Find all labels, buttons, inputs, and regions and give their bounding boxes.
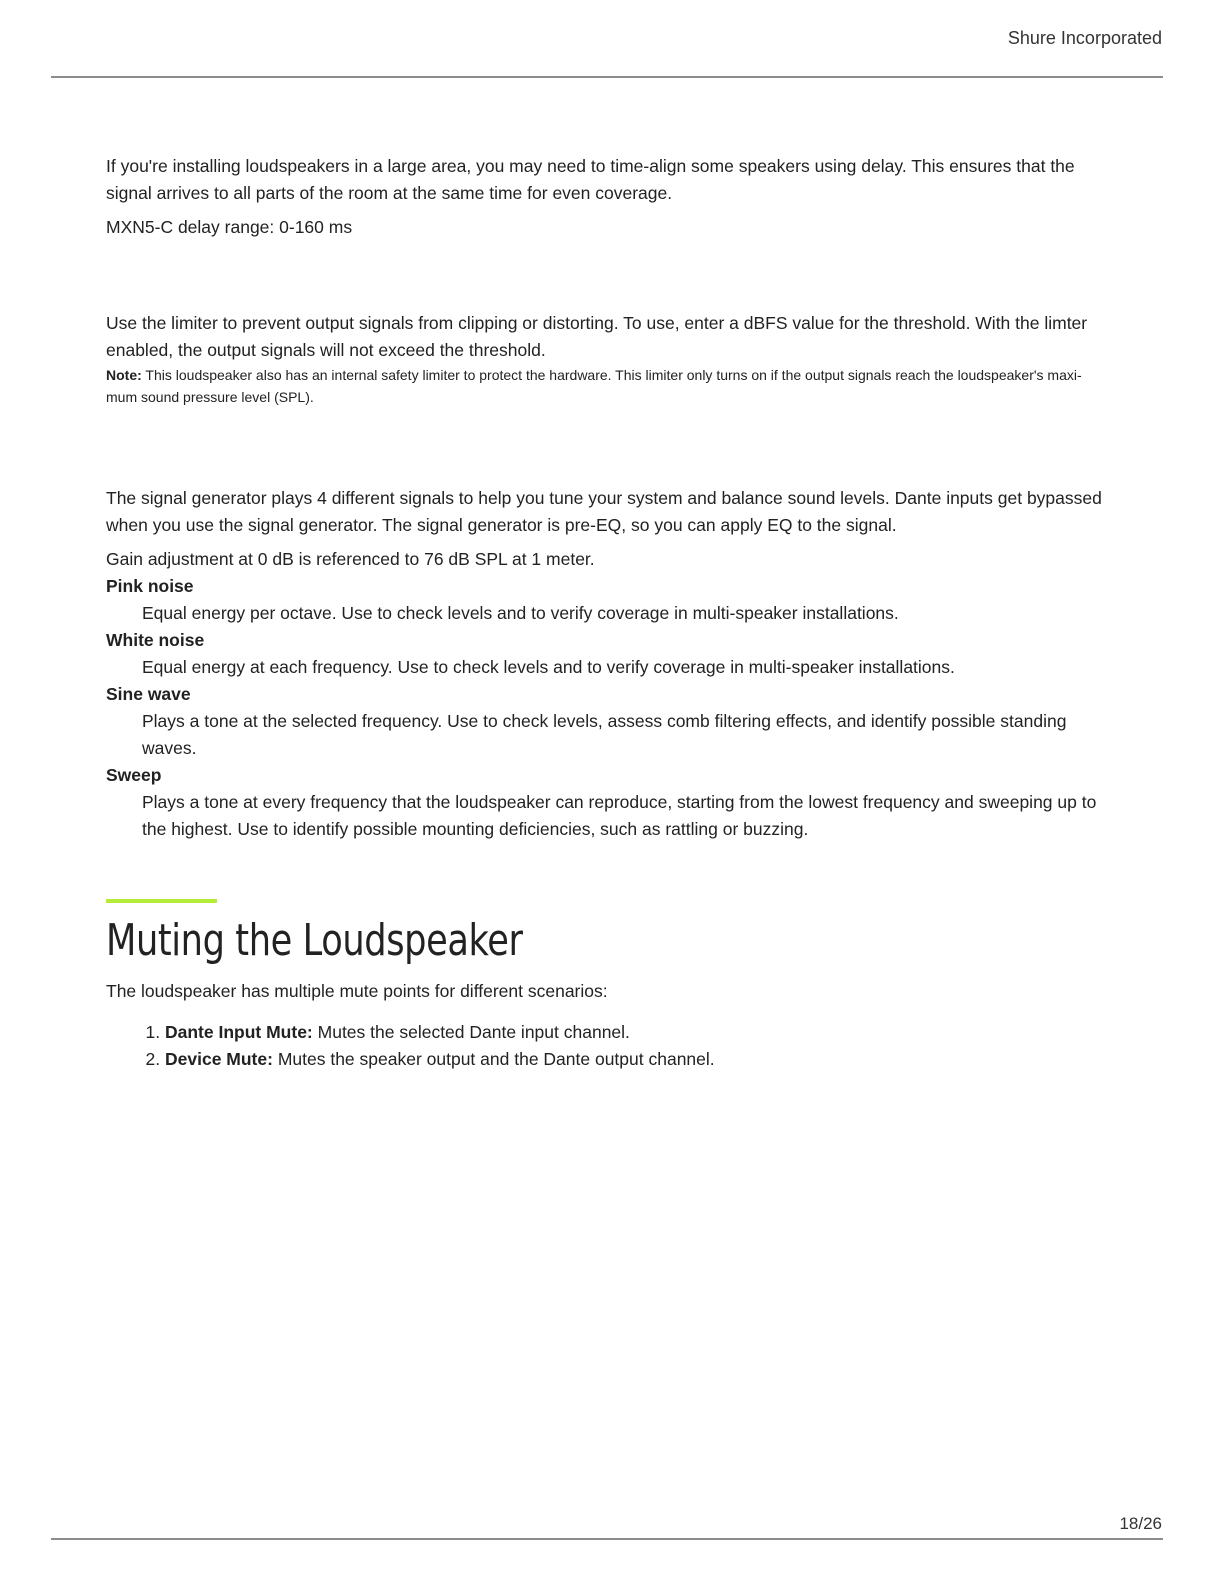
signal-definition: Plays a tone at every frequency that the loudspeaker can reproduce, starting from the lowest frequency and sweeping up to the highest. Use to identify possible mounting deficiencies, such as rattling or buzzing. [142, 792, 1097, 839]
header-company-name: Shure Incorporated [1007, 28, 1162, 48]
signal-term: White noise [106, 630, 205, 650]
page-number: 18/26 [1119, 1514, 1162, 1533]
list-item [165, 1046, 1106, 1073]
section-accent-bar [106, 899, 217, 903]
section-title: Muting the Loudspeaker [106, 915, 523, 966]
signal-definition: Equal energy at each frequency. Use to check levels and to verify coverage in multi-speaker installations. [142, 657, 955, 677]
mute-point-label: Device Mute: [165, 1049, 273, 1069]
muting-intro: The loudspeaker has multiple mute points for different scenarios: [106, 981, 608, 1001]
mute-points-list [106, 1019, 1106, 1073]
note-label: Note: [106, 367, 142, 383]
signal-term: Sweep [106, 765, 162, 785]
mute-point-label: Dante Input Mute: [165, 1022, 313, 1042]
gain-note: Gain adjustment at 0 dB is referenced to 76 dB SPL at 1 meter. [106, 549, 595, 569]
signal-definition: Plays a tone at the selected frequency. Use to check levels, assess comb filtering effects, and identify possible standing waves. [142, 711, 1067, 758]
note-text: This loudspeaker also has an internal safety limiter to protect the hardware. This limiter only turns on if the output signals reach the loudspeaker's maximum sound pressure level (SPL). [106, 367, 1082, 405]
signal-term: Sine wave [106, 684, 191, 704]
mute-point-text: Mutes the selected Dante input channel. [312, 1022, 630, 1042]
list-item [165, 1019, 1106, 1046]
page-content [106, 153, 1106, 1073]
delay-paragraph: If you're installing loudspeakers in a large area, you may need to time-align some speakers using delay. This ensures that the signal arrives to all parts of the room at the same time for even coverage. [106, 156, 1075, 203]
signal-list [106, 573, 1106, 843]
limiter-paragraph: Use the limiter to prevent output signals from clipping or distorting. To use, enter a dBFS value for the threshold. With the limter enabled, the output signals will not exceed the threshold. [106, 313, 1088, 360]
signal-term: Pink noise [106, 576, 194, 596]
header-divider [51, 76, 1163, 78]
delay-range: MXN5-C delay range: 0-160 ms [106, 217, 353, 237]
signal-generator-paragraph: The signal generator plays 4 different signals to help you tune your system and balance sound levels. Dante inputs get bypassed when you use the signal generator. The signal generator is pre-EQ, so you can apply EQ to the signal. [106, 488, 1102, 535]
signal-definition: Equal energy per octave. Use to check levels and to verify coverage in multi-speaker installations. [142, 603, 899, 623]
mute-point-text: Mutes the speaker output and the Dante output channel. [272, 1049, 715, 1069]
limiter-note [106, 364, 1106, 408]
footer-divider [51, 1538, 1163, 1540]
